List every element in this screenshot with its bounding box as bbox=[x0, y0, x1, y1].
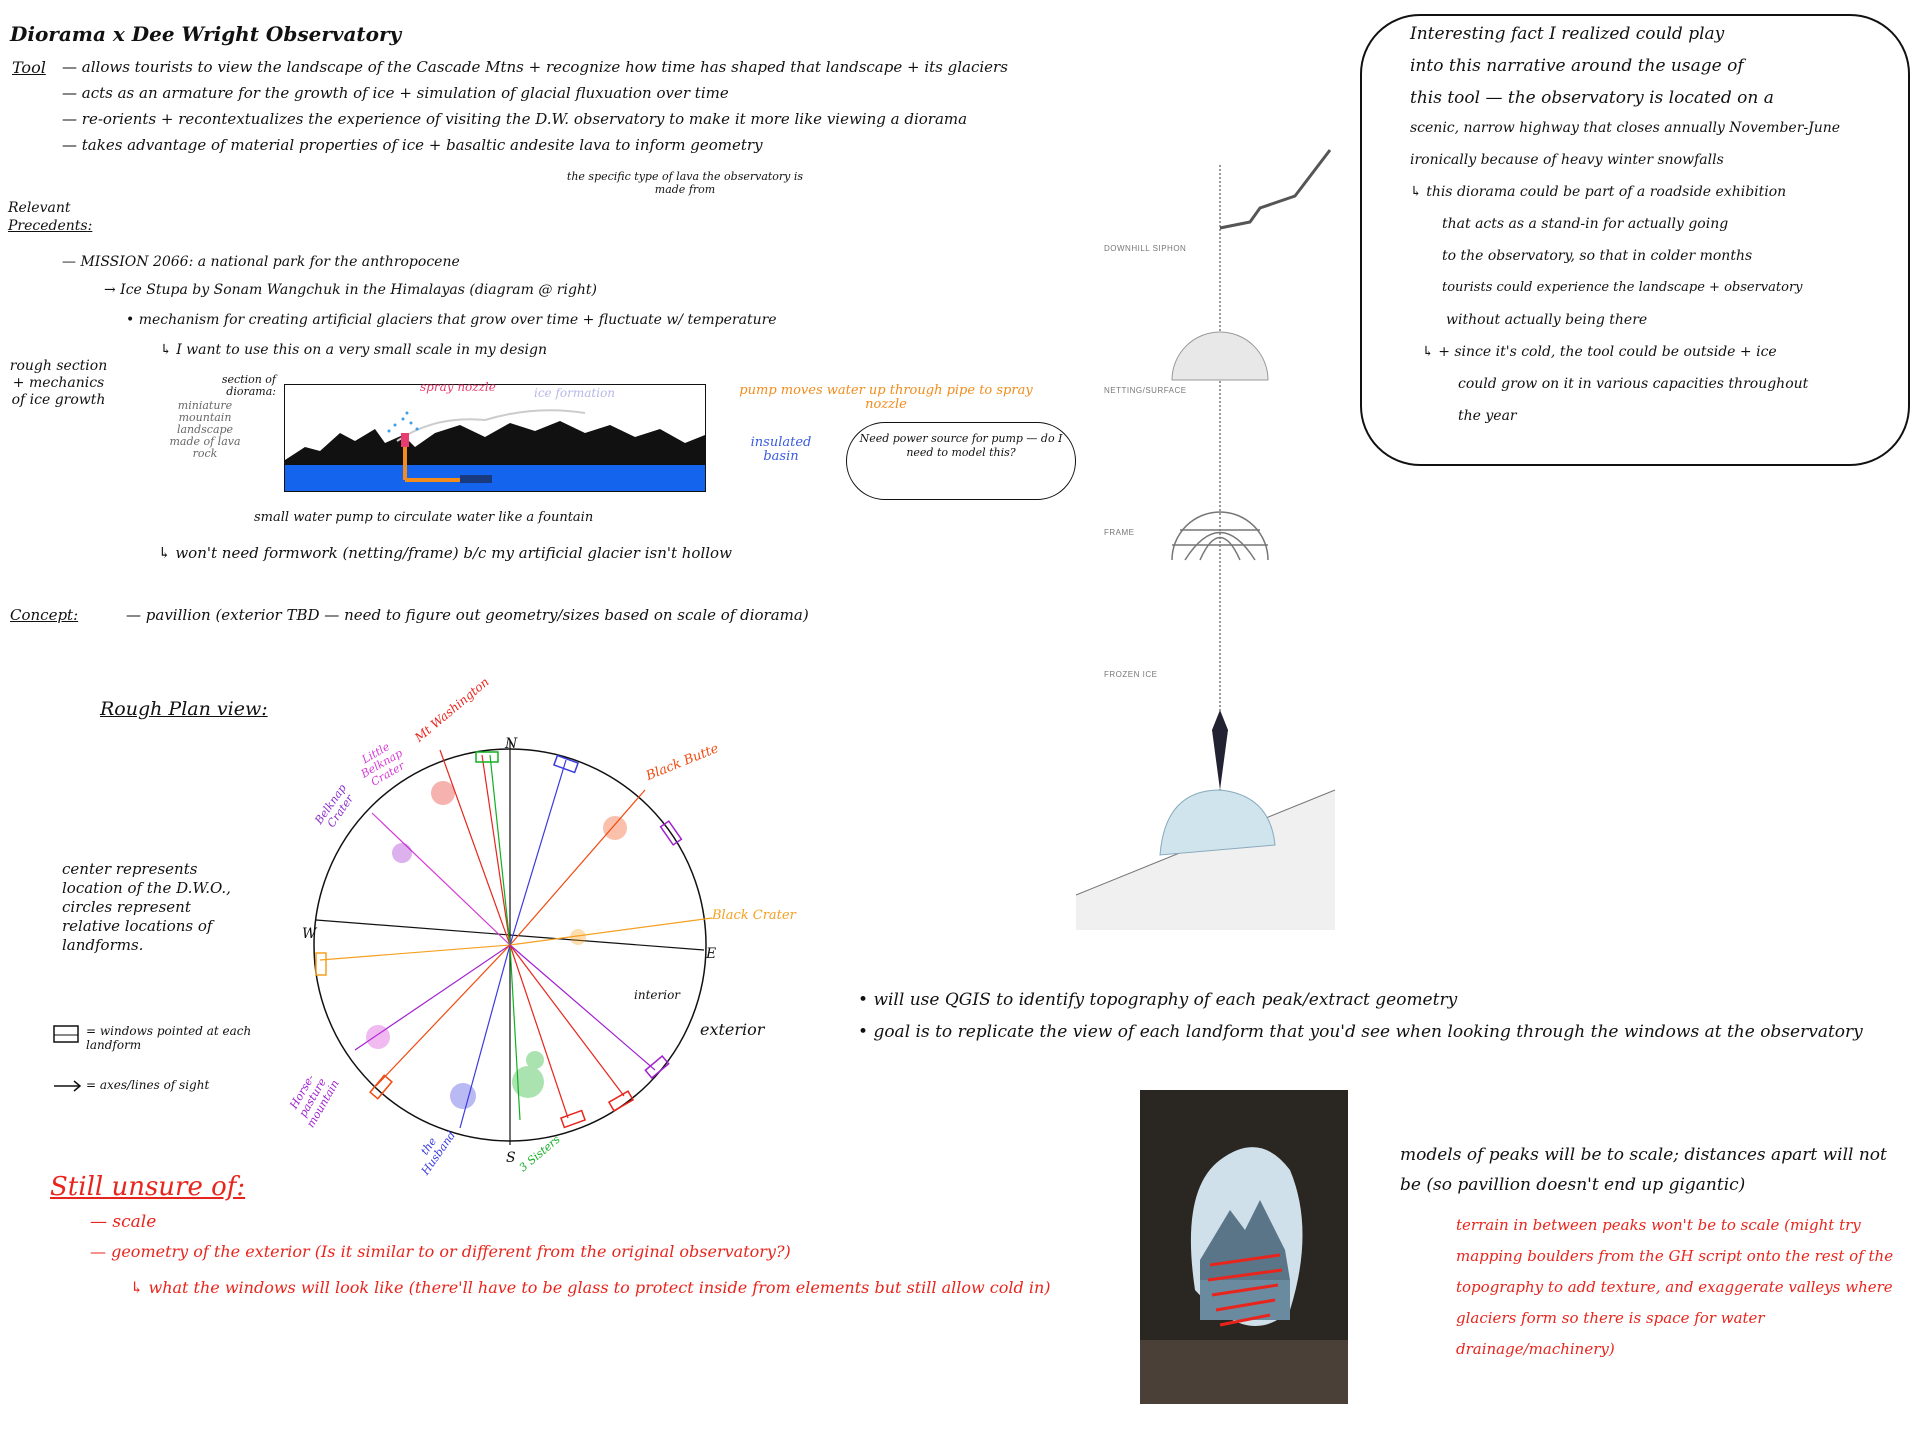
east-label: E bbox=[706, 946, 717, 962]
section-of-label: section of diorama: bbox=[221, 373, 276, 398]
spray-nozzle-box bbox=[401, 433, 409, 447]
exterior-label: exterior bbox=[700, 1020, 765, 1039]
stupa-label-frozen: FROZEN ICE bbox=[1104, 670, 1158, 679]
label-husband: the Husband bbox=[418, 1128, 459, 1178]
section-side-label: rough section + mechanics of ice growth bbox=[9, 358, 108, 408]
pump-box bbox=[460, 475, 492, 483]
water-basin bbox=[285, 465, 705, 491]
fact-line: tourists could experience the landscape + observatory bbox=[1442, 280, 1803, 295]
observatory-window-photo bbox=[1140, 1090, 1348, 1404]
page-title: Diorama x Dee Wright Observatory bbox=[10, 22, 402, 46]
legend-windows-text: = windows pointed at each landform bbox=[86, 1024, 252, 1052]
terrain-slope bbox=[1076, 790, 1335, 930]
landform-blobs bbox=[366, 781, 627, 1109]
west-east-axis bbox=[316, 920, 704, 950]
concept-label: Concept: bbox=[10, 606, 79, 624]
mission-line: — MISSION 2066: a national park for the anthropocene bbox=[62, 254, 460, 270]
concept-text: — pavillion (exterior TBD — need to figure out geometry/sizes based on scale of diorama) bbox=[126, 606, 809, 624]
unsure-item-1: — scale bbox=[90, 1212, 157, 1232]
legend-axes-text: = axes/lines of sight bbox=[86, 1078, 210, 1092]
plan-title: Rough Plan view: bbox=[100, 698, 268, 720]
spray-drops bbox=[388, 412, 419, 433]
fact-line: to the observatory, so that in colder months bbox=[1442, 248, 1753, 264]
tool-item-1: — allows tourists to view the landscape of the Cascade Mtns + recognize how time has shaped that landscape + its glaciers bbox=[62, 58, 1008, 76]
fact-line: scenic, narrow highway that closes annually November-June bbox=[1410, 120, 1841, 136]
ice-spray bbox=[1212, 710, 1228, 790]
south-label: S bbox=[506, 1150, 516, 1166]
unsure-title: Still unsure of: bbox=[50, 1172, 246, 1202]
legend-center-text: center represents location of the D.W.O., circles represent relative locations of landforms. bbox=[62, 860, 231, 954]
stupa-label-siphon: DOWNHILL SIPHON bbox=[1104, 244, 1187, 253]
label-horse-pasture: Horse-pasture mountain bbox=[287, 1072, 342, 1130]
tool-label: Tool bbox=[12, 58, 46, 77]
power-note: Need power source for pump — do I need to model this? bbox=[859, 432, 1063, 459]
tool-item-4: — takes advantage of material properties of ice + basaltic andesite lava to inform geometry bbox=[62, 136, 763, 154]
models-scale-note: models of peaks will be to scale; distances apart will not be (so pavillion doesn't end up gigantic) bbox=[1400, 1145, 1887, 1195]
label-little-belknap: Little Belknap Crater bbox=[358, 740, 407, 789]
fact-line: ↳ + since it's cold, the tool could be outside + ice bbox=[1422, 344, 1777, 360]
fact-line: the year bbox=[1458, 408, 1517, 424]
spray-nozzle-label: spray nozzle bbox=[420, 380, 496, 394]
siphon-pipe bbox=[1220, 150, 1330, 228]
label-mt-washington: Mt Washington bbox=[412, 674, 492, 745]
section-diagram bbox=[284, 384, 706, 492]
fact-line: this tool — the observatory is located on a bbox=[1410, 88, 1774, 108]
qgis-line-2: • goal is to replicate the view of each landform that you'd see when looking through the windows at the observatory bbox=[858, 1022, 1863, 1042]
fact-line: could grow on it in various capacities throughout bbox=[1458, 376, 1809, 392]
small-pump-label: small water pump to circulate water like a fountain bbox=[254, 510, 594, 525]
window-markers bbox=[316, 752, 681, 1127]
north-label: N bbox=[505, 736, 518, 752]
formwork-line: ↳ won't need formwork (netting/frame) b/c my artificial glacier isn't hollow bbox=[158, 544, 732, 562]
want-line: ↳ I want to use this on a very small scale in my design bbox=[160, 342, 547, 358]
unsure-item-3: ↳ what the windows will look like (there'll have to be glass to protect inside from elements but still allow cold in) bbox=[130, 1278, 1051, 1297]
fact-lines bbox=[1410, 24, 1840, 440]
legend-window-box bbox=[54, 1026, 78, 1042]
basin-label: insulated basin bbox=[750, 435, 812, 464]
frozen-ice-dome bbox=[1160, 790, 1275, 855]
stupa-label-netting: NETTING/SURFACE bbox=[1104, 386, 1187, 395]
ice-formation-label: ice formation bbox=[534, 386, 616, 400]
fact-line: into this narrative around the usage of bbox=[1410, 56, 1744, 76]
stupa-label-frame: FRAME bbox=[1104, 528, 1135, 537]
sight-lines bbox=[320, 750, 712, 1128]
tool-item-3: — re-orients + recontextualizes the experience of visiting the D.W. observatory to make it more like viewing a diorama bbox=[62, 110, 968, 128]
fact-line: that acts as a stand-in for actually going bbox=[1442, 216, 1729, 232]
unsure-item-2: — geometry of the exterior (Is it similar to or different from the original observatory?) bbox=[90, 1242, 791, 1261]
fact-line: without actually being there bbox=[1446, 312, 1648, 328]
mountain-label: miniature mountain landscape made of lava rock bbox=[169, 399, 241, 460]
mechanism-line: • mechanism for creating artificial glaciers that grow over time + fluctuate w/ temperature bbox=[126, 312, 777, 328]
tool-item-2: — acts as an armature for the growth of ice + simulation of glacial fluxuation over time bbox=[62, 84, 729, 102]
netting-dome bbox=[1172, 332, 1268, 380]
label-black-butte: Black Butte bbox=[644, 741, 721, 784]
label-three-sisters: 3 Sisters bbox=[516, 1132, 563, 1175]
label-belknap: Belknap Crater bbox=[312, 781, 357, 830]
precedents-label-2: Precedents: bbox=[8, 218, 93, 234]
interior-label: interior bbox=[634, 988, 681, 1002]
precedents-label-1: Relevant bbox=[8, 200, 71, 216]
fact-line: ↳ this diorama could be part of a roadside exhibition bbox=[1410, 184, 1787, 200]
label-black-crater: Black Crater bbox=[712, 908, 796, 923]
plan-circle bbox=[314, 749, 706, 1141]
frame-dome bbox=[1172, 512, 1268, 560]
fact-line: ironically because of heavy winter snowfalls bbox=[1410, 152, 1724, 168]
stupa-line: → Ice Stupa by Sonam Wangchuk in the Himalayas (diagram @ right) bbox=[104, 282, 598, 298]
lava-note: the specific type of lava the observatory is made from bbox=[566, 170, 804, 196]
qgis-line-1: • will use QGIS to identify topography of each peak/extract geometry bbox=[858, 990, 1458, 1010]
west-label: W bbox=[302, 926, 317, 942]
mountain-silhouette bbox=[285, 421, 705, 465]
terrain-note: terrain in between peaks won't be to scale (might try mapping boulders from the GH script onto the rest of the topography to add texture, and exaggerate valleys where glaciers form so there is space for water drainage/machinery) bbox=[1456, 1216, 1894, 1358]
fact-line: Interesting fact I realized could play bbox=[1410, 24, 1725, 44]
pump-up-label: pump moves water up through pipe to spray nozzle bbox=[739, 383, 1033, 412]
